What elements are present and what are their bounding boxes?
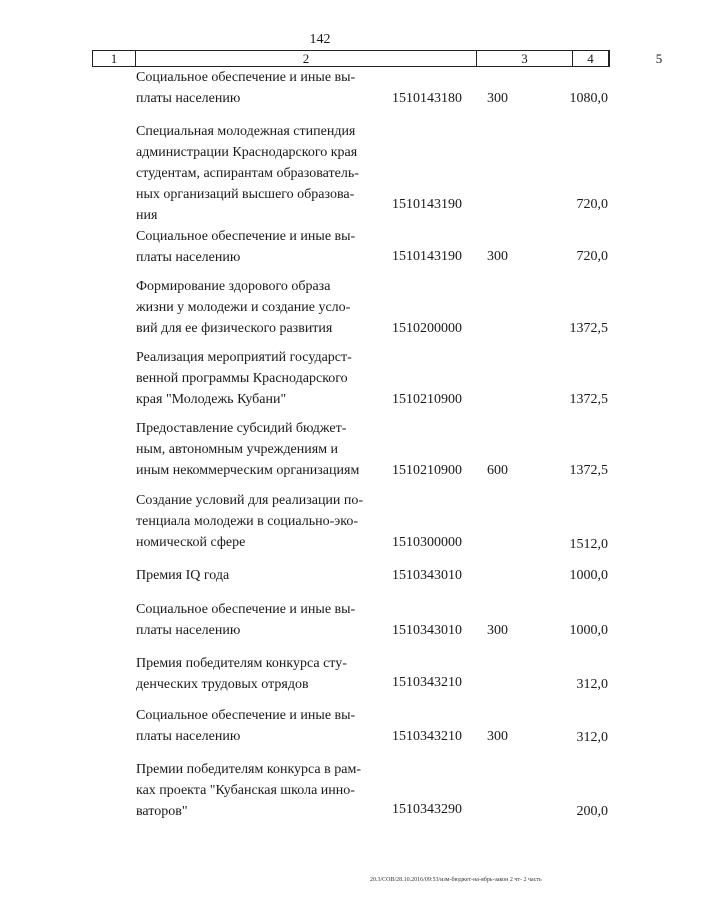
- description-line: денческих трудовых отрядов: [136, 677, 309, 692]
- description-line: Социальное обеспечение и иные вы-: [136, 602, 356, 617]
- row-description: [136, 121, 384, 226]
- row-amount: 1080,0: [569, 91, 608, 106]
- description-line: Специальная молодежная стипендия: [136, 124, 356, 139]
- row-description: [136, 226, 384, 268]
- header-col-5: 5: [655, 51, 663, 66]
- row-code: 1510343010: [392, 623, 462, 638]
- header-col-4: 4: [573, 51, 609, 66]
- row-amount: 1000,0: [569, 623, 608, 638]
- row-description: [136, 599, 384, 641]
- header-col-2: 2: [136, 51, 477, 66]
- row-description: [136, 67, 384, 109]
- row-description: [136, 653, 384, 695]
- row-code: 1510300000: [392, 535, 462, 550]
- row-description: [136, 705, 384, 747]
- description-line: Реализация мероприятий государст-: [136, 350, 352, 365]
- row-amount: 720,0: [576, 197, 608, 212]
- description-line: тенциала молодежи в социально-эко-: [136, 514, 359, 529]
- description-line: Премия победителям конкурса сту-: [136, 656, 347, 671]
- row-description: [136, 490, 384, 553]
- row-description: [136, 759, 384, 822]
- header-col-3: 3: [477, 51, 573, 66]
- description-line: вий для ее физического развития: [136, 321, 333, 336]
- description-line: Социальное обеспечение и иные вы-: [136, 70, 356, 85]
- row-type: 600: [487, 463, 508, 478]
- description-line: ваторов": [136, 804, 188, 819]
- footer-file-note: 20.3/СОВ/28.10.2016/09:53/изм-бюджет-на-ябрь-закон 2 чт- 2 часть: [370, 877, 542, 883]
- row-code: 1510343290: [392, 802, 462, 817]
- row-amount: 720,0: [576, 249, 608, 264]
- row-description: [136, 418, 384, 481]
- row-code: 1510200000: [392, 321, 462, 336]
- header-col-1: 1: [93, 51, 136, 66]
- description-line: Предоставление субсидий бюджет-: [136, 421, 347, 436]
- page-number: 142: [309, 32, 331, 47]
- description-line: платы населению: [136, 91, 241, 106]
- row-code: 1510343210: [392, 729, 462, 744]
- row-code: 1510343210: [392, 675, 462, 690]
- row-amount: 312,0: [576, 730, 608, 745]
- row-description: [136, 276, 384, 339]
- description-line: Премия IQ года: [136, 568, 230, 583]
- row-amount: 312,0: [576, 677, 608, 692]
- row-code: 1510343010: [392, 568, 462, 583]
- row-amount: 1372,5: [569, 392, 608, 407]
- description-line: ным, автономным учреждениям и: [136, 442, 339, 457]
- description-line: края "Молодежь Кубани": [136, 392, 287, 407]
- description-line: иным некоммерческим организациям: [136, 463, 360, 478]
- description-line: Формирование здорового образа: [136, 279, 331, 294]
- description-line: Создание условий для реализации по-: [136, 493, 364, 508]
- row-amount: 1372,5: [569, 463, 608, 478]
- description-line: Социальное обеспечение и иные вы-: [136, 708, 356, 723]
- description-line: венной программы Краснодарского: [136, 371, 348, 386]
- description-line: платы населению: [136, 250, 241, 265]
- row-type: 300: [487, 249, 508, 264]
- description-line: платы населению: [136, 729, 241, 744]
- row-code: 1510143190: [392, 249, 462, 264]
- description-line: ках проекта "Кубанская школа инно-: [136, 783, 355, 798]
- row-type: 300: [487, 623, 508, 638]
- description-line: номической сфере: [136, 535, 246, 550]
- row-amount: 1000,0: [569, 568, 608, 583]
- row-code: 1510143190: [392, 197, 462, 212]
- description-line: студентам, аспирантам образователь-: [136, 166, 359, 181]
- row-code: 1510210900: [392, 392, 462, 407]
- description-line: Премии победителям конкурса в рам-: [136, 762, 361, 777]
- row-type: 300: [487, 729, 508, 744]
- row-amount: 1512,0: [569, 537, 608, 552]
- description-line: жизни у молодежи и создание усло-: [136, 300, 351, 315]
- row-type: 300: [487, 91, 508, 106]
- row-description: [136, 565, 384, 586]
- description-line: администрации Краснодарского края: [136, 145, 358, 160]
- row-code: 1510143180: [392, 91, 462, 106]
- description-line: платы населению: [136, 623, 241, 638]
- table-header-row: [92, 50, 663, 67]
- row-description: [136, 347, 384, 410]
- row-amount: 200,0: [576, 804, 608, 819]
- description-line: ных организаций высшего образова-: [136, 187, 355, 202]
- description-line: Социальное обеспечение и иные вы-: [136, 229, 356, 244]
- description-line: ния: [136, 208, 158, 223]
- row-code: 1510210900: [392, 463, 462, 478]
- row-amount: 1372,5: [569, 321, 608, 336]
